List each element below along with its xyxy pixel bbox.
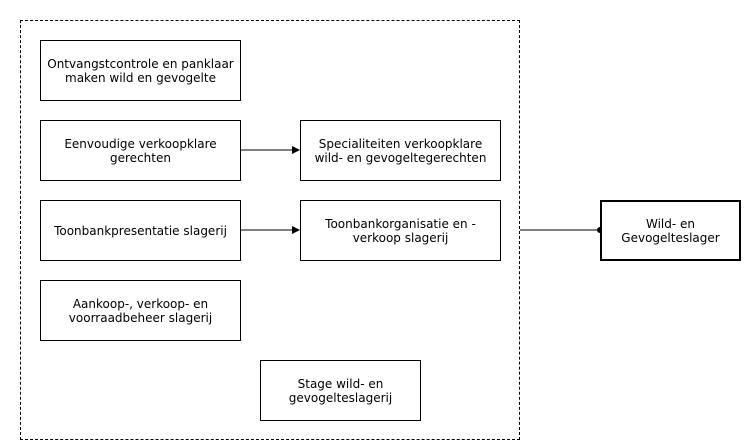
box-eenvoudige-gerechten bbox=[40, 120, 241, 181]
box-stage-label: Stage wild- en gevogelteslagerij bbox=[288, 376, 393, 405]
box-stage bbox=[260, 360, 421, 421]
box-eenvoudige-gerechten-label: Eenvoudige verkoopklare gerechten bbox=[64, 136, 217, 165]
box-toonbankpresentatie bbox=[40, 200, 241, 261]
box-toonbankorganisatie-label: Toonbankorganisatie en - verkoop slagerij bbox=[325, 216, 476, 245]
box-ontvangstcontrole bbox=[40, 40, 241, 101]
box-specialiteiten-label: Specialiteiten verkoopklare wild- en gevogeltegerechten bbox=[314, 136, 487, 165]
box-toonbankpresentatie-label: Toonbankpresentatie slagerij bbox=[54, 223, 227, 238]
box-target-qualification-label: Wild- en Gevogelteslager bbox=[621, 216, 720, 245]
box-aankoop-verkoop bbox=[40, 280, 241, 341]
box-target-qualification bbox=[600, 200, 741, 261]
box-toonbankorganisatie bbox=[300, 200, 501, 261]
box-specialiteiten bbox=[300, 120, 501, 181]
box-ontvangstcontrole-label: Ontvangstcontrole en panklaar maken wild en gevogelte bbox=[47, 56, 234, 85]
box-aankoop-verkoop-label: Aankoop-, verkoop- en voorraadbeheer slagerij bbox=[68, 296, 213, 325]
